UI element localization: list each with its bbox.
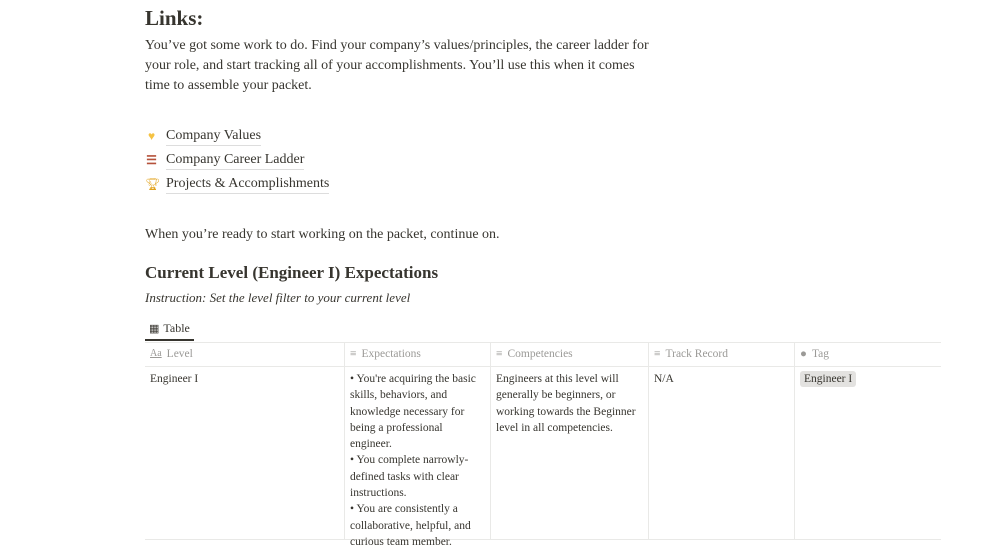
- expectation-item: • You are consistently a collaborative, helpful, and curious team member.: [350, 503, 471, 548]
- cell-tag[interactable]: [795, 367, 941, 539]
- instruction-text: Instruction: Set the level filter to your current level: [145, 290, 411, 305]
- expectation-item: • You're acquiring the basic skills, behaviors, and knowledge necessary for being a professional engineer.: [350, 373, 476, 451]
- tab-label: Table: [163, 321, 190, 335]
- link-company-values[interactable]: [145, 127, 261, 146]
- text-icon: ≡: [496, 348, 503, 361]
- column-label: Tag: [811, 348, 830, 361]
- track-record-value: N/A: [654, 373, 674, 385]
- link-label: Projects & Accomplishments: [166, 175, 329, 194]
- table-icon: ▦: [149, 323, 160, 335]
- table-header: [145, 343, 941, 367]
- competencies-value: Engineers at this level will generally be beginners, or working towards the Beginner level in all competencies.: [496, 373, 636, 434]
- link-label: Company Values: [166, 127, 261, 146]
- tag-badge: Engineer I: [800, 371, 856, 387]
- expectations-heading: Current Level (Engineer I) Expectations: [145, 263, 439, 282]
- tab-table[interactable]: [145, 318, 194, 341]
- column-label: Track Record: [665, 348, 728, 361]
- column-level[interactable]: [145, 343, 345, 366]
- level-value: Engineer I: [150, 373, 199, 385]
- heart-icon: ♥: [147, 129, 156, 143]
- column-track-record[interactable]: [649, 343, 795, 366]
- cell-track-record[interactable]: [649, 367, 795, 539]
- link-projects[interactable]: [145, 175, 329, 194]
- column-label: Level: [166, 348, 193, 361]
- column-label: Competencies: [507, 348, 573, 361]
- cell-competencies[interactable]: [491, 367, 649, 539]
- expectations-table: [145, 342, 941, 548]
- text-icon: ≡: [654, 348, 661, 361]
- column-expectations[interactable]: [345, 343, 491, 366]
- expectation-item: • You complete narrowly-defined tasks with clear instructions.: [350, 454, 469, 500]
- text-icon: ≡: [350, 348, 357, 361]
- continue-text: When you’re ready to start working on the packet, continue on.: [145, 227, 500, 242]
- column-competencies[interactable]: [491, 343, 649, 366]
- title-icon: Aa: [150, 348, 162, 360]
- ladder-icon: ☰: [146, 153, 157, 167]
- select-icon: ●: [800, 348, 807, 361]
- link-career-ladder[interactable]: [145, 151, 304, 170]
- column-tag[interactable]: [795, 343, 941, 366]
- intro-text: You’ve got some work to do. Find your company’s values/principles, the career ladder for your role, and start tracking all of your accomplishments. You’ll use this when it comes time to assemble your packet.: [145, 38, 649, 93]
- cell-level[interactable]: [145, 367, 345, 539]
- cell-expectations[interactable]: [345, 367, 491, 548]
- trophy-icon: 🏆︎: [145, 177, 161, 191]
- column-label: Expectations: [361, 348, 421, 361]
- link-label: Company Career Ladder: [166, 151, 304, 170]
- table-row[interactable]: [145, 367, 941, 548]
- links-heading: Links:: [145, 6, 204, 30]
